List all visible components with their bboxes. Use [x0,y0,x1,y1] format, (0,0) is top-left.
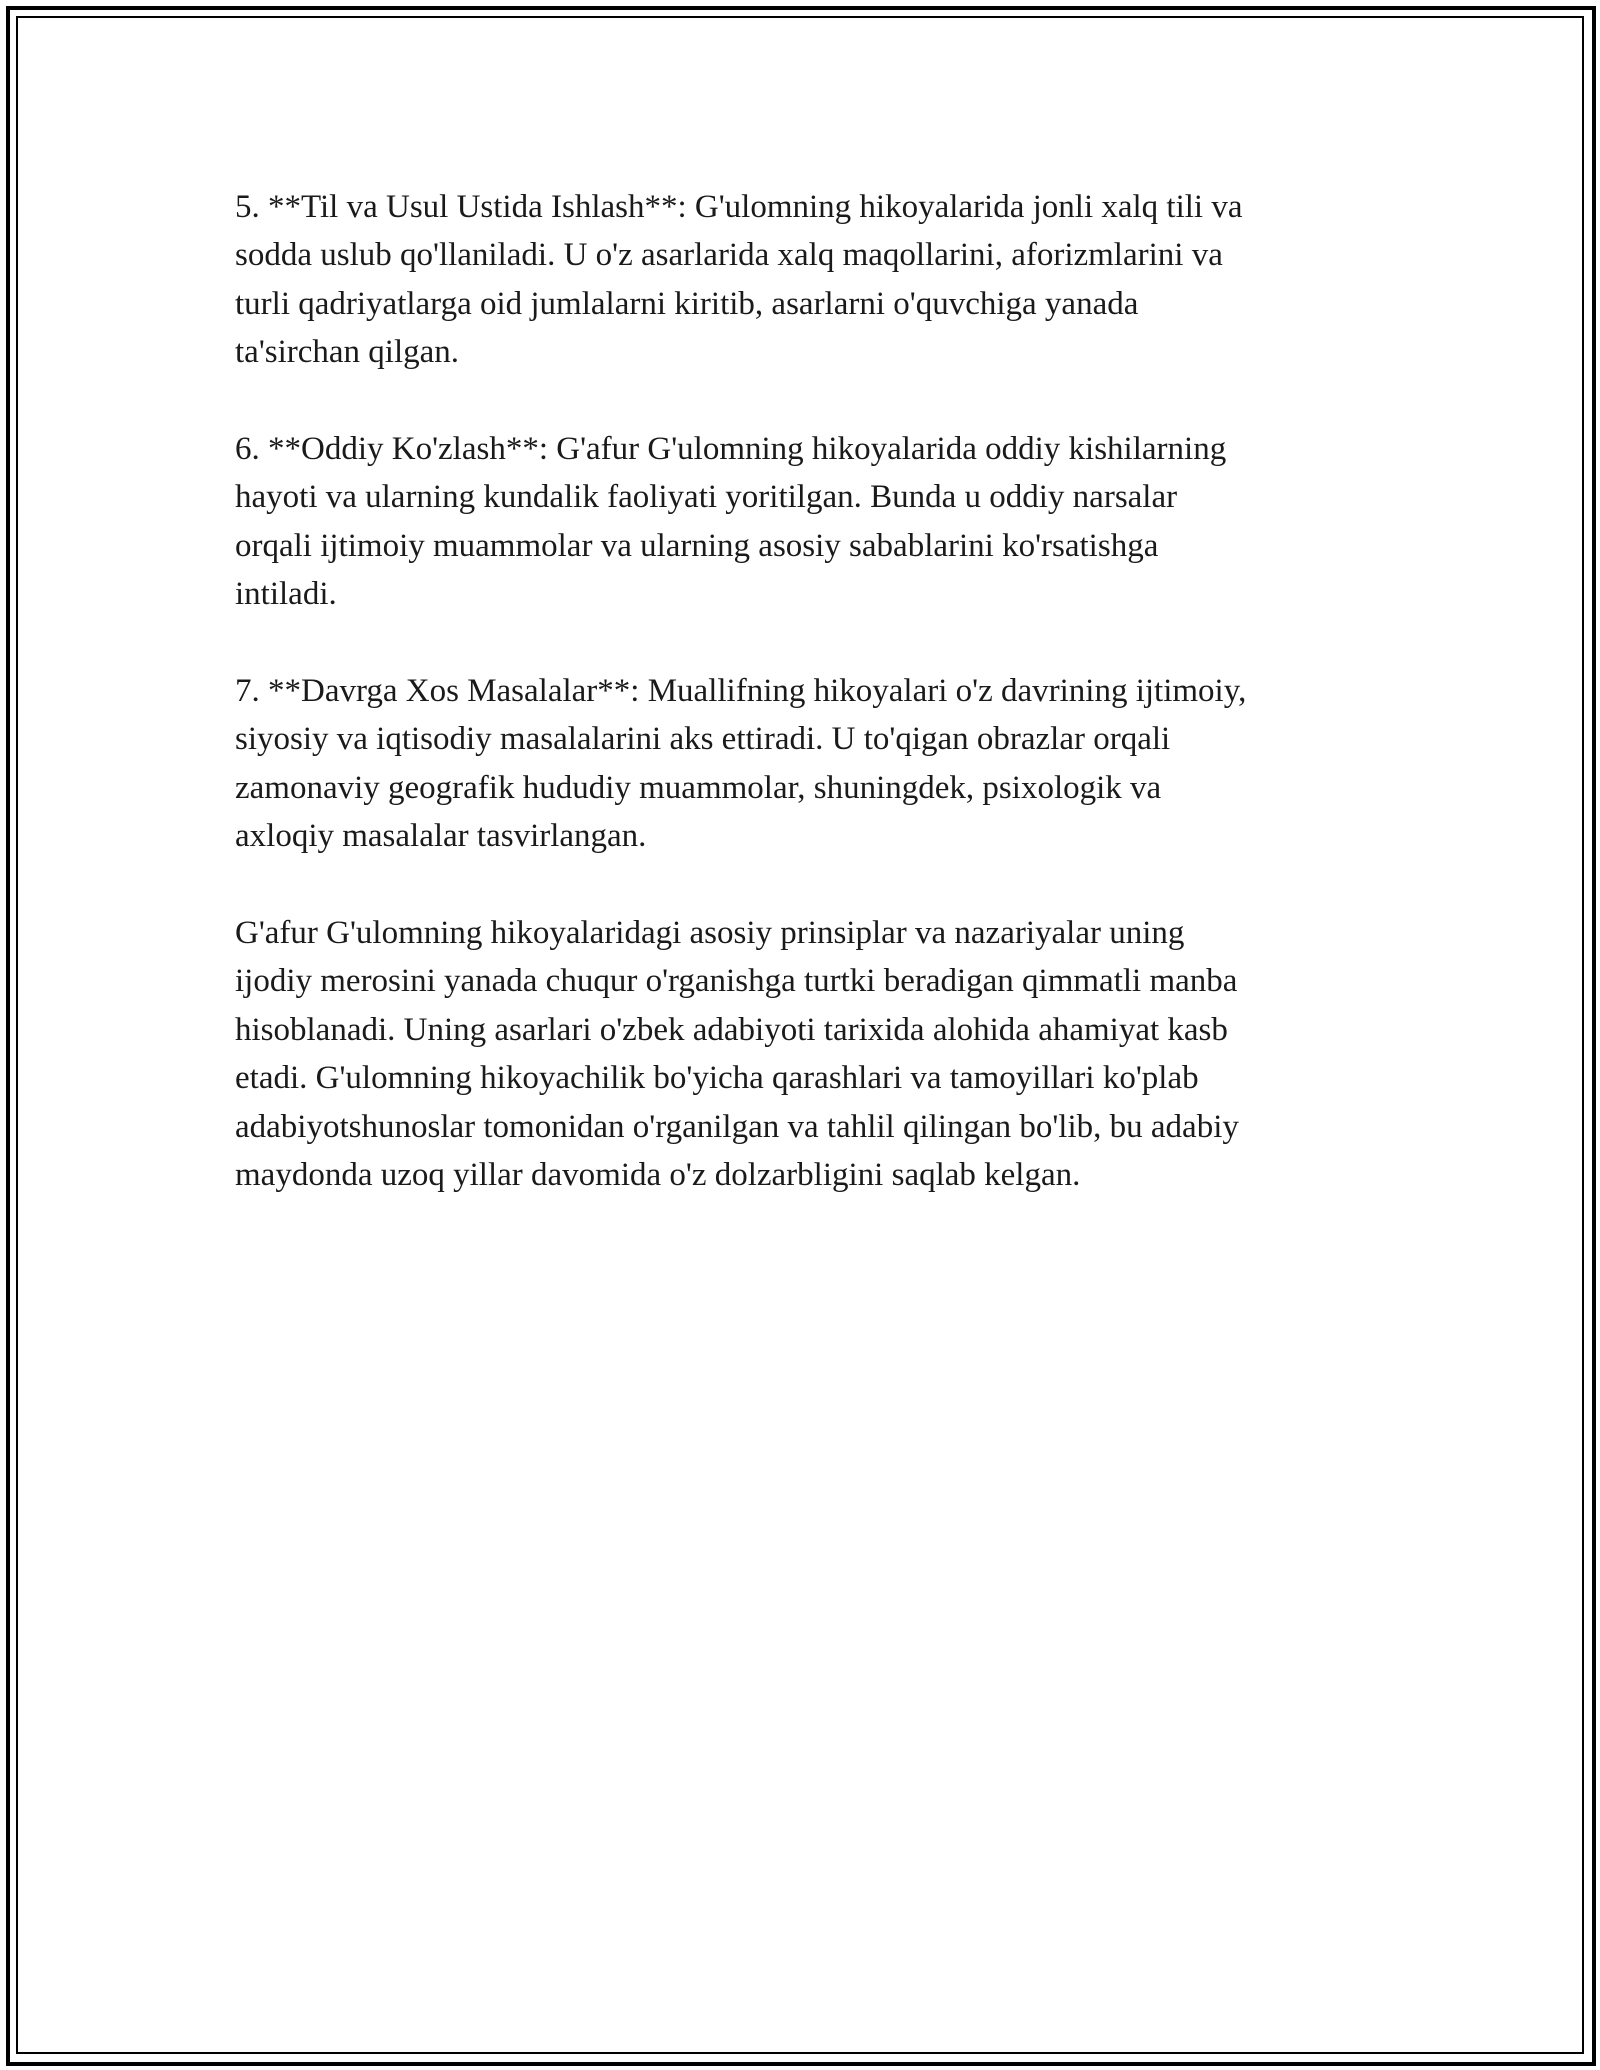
paragraph-conclusion: G'afur G'ulomning hikoyalaridagi asosiy prinsiplar va nazariyalar uning ijodiy merosini yanada chuqur o'rganishga turtki beradigan qimmatli manba hisoblanadi. Uning asarlari o'zbek adabiyoti tarixida alohida ahamiyat kasb etadi. G'ulomning hikoyachilik bo'yicha qarashlari va tamoyillari ko'plab adabiyotshunoslar tomonidan o'rganilgan va tahlil qilingan bo'lib, bu adabiy maydonda uzoq yillar davomida o'z dolzarbligini saqlab kelgan. [235,915,1239,1194]
document-body [235,183,1375,1248]
paragraph-item-7: 7. **Davrga Xos Masalalar**: Muallifning hikoyalari o'z davrining ijtimoiy, siyosiy va iqtisodiy masalalarini aks ettiradi. U to'qigan obrazlar orqali zamonaviy geografik hududiy muammolar, shuningdek, psixologik va axloqiy masalalar tasvirlangan. [235,673,1247,855]
paragraph-item-5: 5. **Til va Usul Ustida Ishlash**: G'ulomning hikoyalarida jonli xalq tili va sodda uslub qo'llaniladi. U o'z asarlarida xalq maqollarini, aforizmlarini va turli qadriyatlarga oid jumlalarni kiritib, asarlarni o'quvchiga yanada ta'sirchan qilgan. [235,189,1243,371]
paragraph-item-6: 6. **Oddiy Ko'zlash**: G'afur G'ulomning hikoyalarida oddiy kishilarning hayoti va ularning kundalik faoliyati yoritilgan. Bunda u oddiy narsalar orqali ijtimoiy muammolar va ularning asosiy sabablarini ko'rsatishga intiladi. [235,431,1227,613]
